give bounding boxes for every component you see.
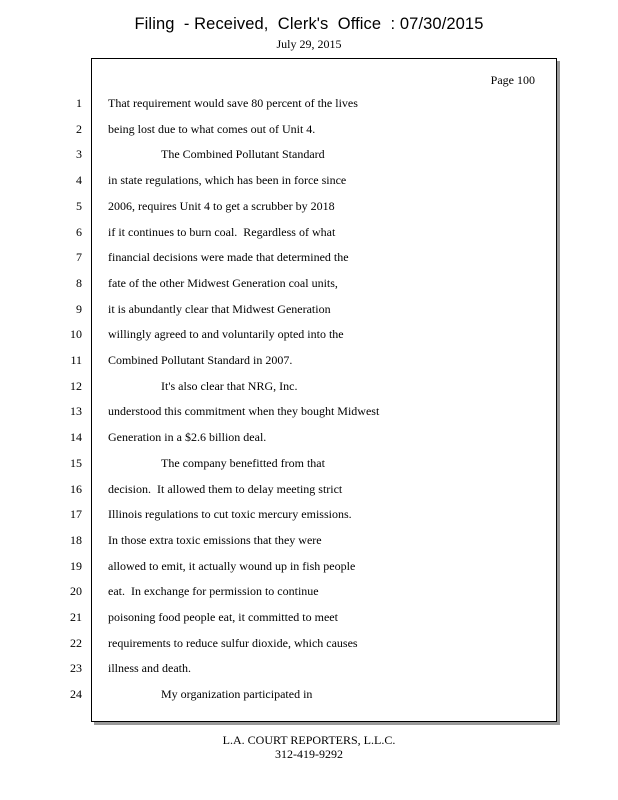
line-number: 17 <box>70 507 82 521</box>
line-number: 23 <box>70 661 82 675</box>
line-number: 12 <box>70 379 82 393</box>
line-number: 8 <box>76 276 82 290</box>
line-text: illness and death. <box>108 661 191 675</box>
line-text: willingly agreed to and voluntarily opted into the <box>108 327 344 341</box>
line-text: Generation in a $2.6 billion deal. <box>108 430 267 444</box>
line-number: 3 <box>76 147 82 161</box>
line-text: That requirement would save 80 percent of the lives <box>108 96 358 110</box>
line-number: 9 <box>76 302 82 316</box>
line-text: requirements to reduce sulfur dioxide, which causes <box>108 636 358 650</box>
line-number: 20 <box>70 584 82 598</box>
line-number: 10 <box>70 327 82 341</box>
line-number: 14 <box>70 430 82 444</box>
line-number: 2 <box>76 122 82 136</box>
transcript-page-frame <box>70 58 557 722</box>
line-number: 24 <box>70 687 82 701</box>
line-number: 11 <box>70 353 82 367</box>
line-text: financial decisions were made that determined the <box>108 250 349 264</box>
line-text: The company benefitted from that <box>161 456 325 470</box>
line-number: 18 <box>70 533 82 547</box>
line-number: 21 <box>70 610 82 624</box>
line-text: allowed to emit, it actually wound up in fish people <box>108 559 356 573</box>
line-text: if it continues to burn coal. Regardless of what <box>108 225 336 239</box>
line-number: 6 <box>76 225 82 239</box>
line-text: in state regulations, which has been in force since <box>108 173 347 187</box>
line-text: It's also clear that NRG, Inc. <box>161 379 298 393</box>
line-text: Combined Pollutant Standard in 2007. <box>108 353 293 367</box>
transcript-date: July 29, 2015 <box>276 37 342 51</box>
page-number: Page 100 <box>490 73 535 87</box>
line-text: Illinois regulations to cut toxic mercury emissions. <box>108 507 352 521</box>
line-text: The Combined Pollutant Standard <box>161 147 325 161</box>
line-text: In those extra toxic emissions that they were <box>108 533 322 547</box>
line-text: poisoning food people eat, it committed to meet <box>108 610 338 624</box>
line-text: decision. It allowed them to delay meeting strict <box>108 482 343 496</box>
line-number: 1 <box>76 96 82 110</box>
filing-stamp: Filing - Received, Clerk's Office : 07/30/2015 <box>134 15 484 33</box>
line-number: 16 <box>70 482 82 496</box>
line-text: eat. In exchange for permission to continue <box>108 584 319 598</box>
line-number: 15 <box>70 456 82 470</box>
line-number: 13 <box>70 404 82 418</box>
line-text: My organization participated in <box>161 687 313 701</box>
line-text: 2006, requires Unit 4 to get a scrubber by 2018 <box>108 199 335 213</box>
line-text: being lost due to what comes out of Unit 4. <box>108 122 316 136</box>
line-number: 7 <box>76 250 82 264</box>
line-text: understood this commitment when they bought Midwest <box>108 404 380 418</box>
line-number: 4 <box>76 173 82 187</box>
court-reporter-name: L.A. COURT REPORTERS, L.L.C. <box>222 733 396 747</box>
line-text: fate of the other Midwest Generation coal units, <box>108 276 338 290</box>
court-reporter-phone: 312-419-9292 <box>275 747 343 761</box>
line-number: 19 <box>70 559 82 573</box>
line-number: 22 <box>70 636 82 650</box>
line-text: it is abundantly clear that Midwest Generation <box>108 302 331 316</box>
line-number: 5 <box>76 199 82 213</box>
